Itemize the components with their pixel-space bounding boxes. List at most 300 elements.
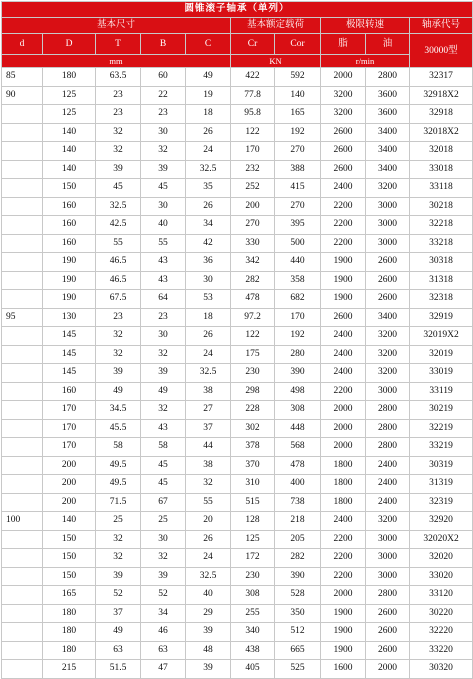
cell-C: 20 [186,512,231,531]
cell-C: 18 [186,105,231,124]
cell-cr: 125 [231,530,275,549]
cell-d [2,623,43,642]
cell-cor: 738 [275,493,321,512]
cell-T: 45.5 [96,419,141,438]
cell-d [2,364,43,383]
cell-C: 18 [186,308,231,327]
cell-T: 63.5 [96,68,141,87]
cell-T: 49 [96,382,141,401]
cell-cor: 498 [275,382,321,401]
title-row [2,2,473,18]
cell-cor: 308 [275,401,321,420]
cell-cor: 440 [275,253,321,272]
cell-cr: 172 [231,549,275,568]
cell-d [2,456,43,475]
cell-oil-speed: 2400 [366,475,410,494]
cell-cr: 370 [231,456,275,475]
cell-cor: 682 [275,290,321,309]
cell-bearing-code: 33219 [410,438,473,457]
cell-cr: 302 [231,419,275,438]
cell-C: 35 [186,179,231,198]
cell-C: 32.5 [186,364,231,383]
cell-C: 49 [186,68,231,87]
cell-grease-speed: 2400 [321,345,366,364]
cell-grease-speed: 2200 [321,197,366,216]
cell-d [2,493,43,512]
unit-row [2,55,473,68]
cell-B: 30 [141,327,186,346]
cell-B: 32 [141,345,186,364]
cell-B: 23 [141,105,186,124]
limit-speed-header: 极限转速 [321,18,410,34]
col-C-header: C [186,34,231,55]
cell-D: 165 [43,586,96,605]
cell-C: 55 [186,493,231,512]
cell-d [2,105,43,124]
bearing-code-header: 轴承代号 [410,18,473,34]
cell-C: 39 [186,660,231,679]
cell-grease-speed: 2000 [321,419,366,438]
cell-C: 24 [186,549,231,568]
cell-oil-speed: 3000 [366,382,410,401]
cell-bearing-code: 31318 [410,271,473,290]
cell-cor: 500 [275,234,321,253]
cell-D: 160 [43,382,96,401]
cell-cor: 525 [275,660,321,679]
cell-bearing-code: 32018X2 [410,123,473,142]
cell-d [2,142,43,161]
cell-T: 67.5 [96,290,141,309]
cell-oil-speed: 2800 [366,68,410,87]
cell-D: 125 [43,86,96,105]
cell-d [2,216,43,235]
cell-cor: 192 [275,327,321,346]
cell-oil-speed: 3600 [366,86,410,105]
cell-T: 71.5 [96,493,141,512]
cell-cr: 308 [231,586,275,605]
cell-D: 190 [43,253,96,272]
cell-B: 30 [141,197,186,216]
cell-d: 90 [2,86,43,105]
cell-D: 125 [43,105,96,124]
cell-D: 150 [43,530,96,549]
cell-bearing-code: 33120 [410,586,473,605]
cell-B: 55 [141,234,186,253]
cell-oil-speed: 3200 [366,512,410,531]
cell-oil-speed: 3200 [366,327,410,346]
cell-bearing-code: 32920 [410,512,473,531]
cell-T: 39 [96,567,141,586]
cell-B: 30 [141,530,186,549]
cell-cr: 95.8 [231,105,275,124]
cell-T: 32 [96,123,141,142]
cell-C: 24 [186,142,231,161]
cell-d [2,327,43,346]
cell-cor: 512 [275,623,321,642]
cell-oil-speed: 2400 [366,493,410,512]
cell-C: 26 [186,123,231,142]
cell-oil-speed: 3000 [366,549,410,568]
cell-C: 29 [186,604,231,623]
table-row [2,234,473,253]
cell-bearing-code: 31319 [410,475,473,494]
cell-D: 130 [43,308,96,327]
col-T-header: T [96,34,141,55]
col-oil-header: 油 [366,34,410,55]
cell-C: 26 [186,530,231,549]
cell-B: 45 [141,475,186,494]
cell-d [2,345,43,364]
cell-grease-speed: 1900 [321,253,366,272]
table-row [2,345,473,364]
cell-grease-speed: 1800 [321,475,366,494]
cell-bearing-code: 30219 [410,401,473,420]
table-row [2,142,473,161]
cell-B: 43 [141,271,186,290]
cell-grease-speed: 1600 [321,660,366,679]
cell-cr: 298 [231,382,275,401]
table-row [2,253,473,272]
table-row [2,382,473,401]
cell-bearing-code: 33218 [410,234,473,253]
table-row [2,475,473,494]
col-B-header: B [141,34,186,55]
cell-bearing-code: 32919 [410,308,473,327]
table-row [2,419,473,438]
cell-grease-speed: 2200 [321,216,366,235]
cell-cr: 270 [231,216,275,235]
cell-grease-speed: 2400 [321,512,366,531]
cell-C: 39 [186,623,231,642]
cell-T: 49.5 [96,456,141,475]
cell-D: 170 [43,401,96,420]
cell-oil-speed: 2600 [366,271,410,290]
cell-grease-speed: 2000 [321,438,366,457]
cell-D: 150 [43,549,96,568]
cell-T: 23 [96,86,141,105]
cell-D: 160 [43,234,96,253]
cell-bearing-code: 33119 [410,382,473,401]
cell-T: 58 [96,438,141,457]
basic-load-header: 基本额定载荷 [231,18,321,34]
cell-B: 32 [141,401,186,420]
cell-cor: 282 [275,549,321,568]
cell-cor: 280 [275,345,321,364]
cell-T: 32.5 [96,197,141,216]
cell-B: 32 [141,549,186,568]
cell-cr: 405 [231,660,275,679]
col-d-header: d [2,34,43,55]
table-row [2,327,473,346]
cell-C: 44 [186,438,231,457]
cell-oil-speed: 2800 [366,438,410,457]
cell-d: 100 [2,512,43,531]
cell-bearing-code: 33018 [410,160,473,179]
cell-B: 64 [141,290,186,309]
table-row [2,660,473,679]
cell-oil-speed: 3200 [366,345,410,364]
cell-cr: 97.2 [231,308,275,327]
cell-oil-speed: 3600 [366,105,410,124]
cell-D: 200 [43,475,96,494]
cell-grease-speed: 1800 [321,456,366,475]
table-row [2,105,473,124]
table-row [2,530,473,549]
cell-bearing-code: 32318 [410,290,473,309]
column-header-row [2,34,473,55]
table-row [2,401,473,420]
cell-oil-speed: 3400 [366,142,410,161]
cell-D: 180 [43,623,96,642]
cell-bearing-code: 32319 [410,493,473,512]
cell-C: 38 [186,382,231,401]
cell-cor: 528 [275,586,321,605]
cell-cr: 438 [231,641,275,660]
cell-cor: 388 [275,160,321,179]
cell-d [2,660,43,679]
cell-oil-speed: 3200 [366,179,410,198]
table-row [2,456,473,475]
table-row [2,438,473,457]
cell-cor: 350 [275,604,321,623]
cell-grease-speed: 2400 [321,364,366,383]
cell-bearing-code: 30220 [410,604,473,623]
cell-oil-speed: 2800 [366,586,410,605]
table-row [2,308,473,327]
table-row [2,493,473,512]
cell-d [2,530,43,549]
cell-D: 145 [43,364,96,383]
cell-C: 26 [186,327,231,346]
cell-bearing-code: 30218 [410,197,473,216]
cell-grease-speed: 2200 [321,234,366,253]
cell-bearing-code: 32918 [410,105,473,124]
cell-B: 49 [141,382,186,401]
cell-B: 40 [141,216,186,235]
table-row [2,364,473,383]
cell-C: 34 [186,216,231,235]
cell-cr: 232 [231,160,275,179]
cell-T: 32 [96,345,141,364]
cell-bearing-code: 33220 [410,641,473,660]
cell-d [2,234,43,253]
cell-cor: 448 [275,419,321,438]
cell-D: 200 [43,456,96,475]
cell-C: 24 [186,345,231,364]
cell-d: 95 [2,308,43,327]
cell-D: 150 [43,567,96,586]
cell-d [2,197,43,216]
cell-oil-speed: 2600 [366,253,410,272]
cell-T: 23 [96,308,141,327]
cell-B: 22 [141,86,186,105]
cell-oil-speed: 3400 [366,123,410,142]
cell-bearing-code: 33020 [410,567,473,586]
table-header [2,2,473,68]
table-row [2,123,473,142]
cell-B: 45 [141,456,186,475]
cell-T: 49 [96,623,141,642]
table-row [2,549,473,568]
cell-C: 32.5 [186,160,231,179]
cell-cor: 568 [275,438,321,457]
cell-D: 160 [43,216,96,235]
table-row [2,586,473,605]
cell-grease-speed: 2200 [321,549,366,568]
cell-bearing-code: 32220 [410,623,473,642]
cell-T: 32 [96,142,141,161]
cell-oil-speed: 2600 [366,604,410,623]
table-row [2,271,473,290]
cell-B: 47 [141,660,186,679]
cell-D: 180 [43,604,96,623]
cell-C: 48 [186,641,231,660]
cell-cr: 378 [231,438,275,457]
cell-T: 49.5 [96,475,141,494]
cell-D: 180 [43,68,96,87]
cell-d [2,549,43,568]
cell-D: 170 [43,419,96,438]
cell-B: 60 [141,68,186,87]
cell-cor: 218 [275,512,321,531]
cell-grease-speed: 1900 [321,271,366,290]
cell-grease-speed: 1900 [321,641,366,660]
cell-bearing-code: 32019X2 [410,327,473,346]
cell-oil-speed: 3200 [366,364,410,383]
cell-cr: 478 [231,290,275,309]
cell-cr: 252 [231,179,275,198]
cell-B: 34 [141,604,186,623]
cell-oil-speed: 2400 [366,456,410,475]
table-title: 圆锥滚子轴承（单列） [2,2,473,18]
cell-cr: 230 [231,567,275,586]
cell-B: 46 [141,623,186,642]
col-grease-header: 脂 [321,34,366,55]
cell-T: 42.5 [96,216,141,235]
cell-cor: 400 [275,475,321,494]
table-row [2,179,473,198]
cell-D: 140 [43,123,96,142]
table-row [2,623,473,642]
cell-grease-speed: 1800 [321,493,366,512]
cell-cr: 282 [231,271,275,290]
cell-grease-speed: 2000 [321,401,366,420]
cell-cor: 165 [275,105,321,124]
cell-C: 36 [186,253,231,272]
cell-cor: 140 [275,86,321,105]
cell-C: 40 [186,586,231,605]
cell-oil-speed: 3400 [366,308,410,327]
cell-grease-speed: 3200 [321,86,366,105]
cell-D: 190 [43,290,96,309]
cell-C: 32.5 [186,567,231,586]
cell-cr: 255 [231,604,275,623]
cell-D: 140 [43,160,96,179]
cell-d: 85 [2,68,43,87]
cell-B: 30 [141,123,186,142]
cell-oil-speed: 2600 [366,290,410,309]
cell-d [2,382,43,401]
cell-grease-speed: 2600 [321,308,366,327]
table-row [2,68,473,87]
cell-T: 32 [96,549,141,568]
cell-oil-speed: 2000 [366,660,410,679]
cell-d [2,475,43,494]
table-body [2,68,473,679]
cell-oil-speed: 3000 [366,567,410,586]
cell-cor: 390 [275,567,321,586]
cell-grease-speed: 2200 [321,567,366,586]
cell-cr: 170 [231,142,275,161]
table-row [2,197,473,216]
cell-B: 52 [141,586,186,605]
cell-bearing-code: 32020X2 [410,530,473,549]
cell-T: 34.5 [96,401,141,420]
cell-T: 45 [96,179,141,198]
cell-oil-speed: 3000 [366,216,410,235]
cell-cr: 228 [231,401,275,420]
cell-cor: 390 [275,364,321,383]
cell-C: 53 [186,290,231,309]
cell-bearing-code: 32918X2 [410,86,473,105]
cell-d [2,253,43,272]
cell-d [2,290,43,309]
cell-D: 215 [43,660,96,679]
table-row [2,290,473,309]
cell-T: 55 [96,234,141,253]
cell-grease-speed: 2600 [321,160,366,179]
cell-C: 37 [186,419,231,438]
col-series-header: 30000型 [410,34,473,68]
cell-T: 32 [96,327,141,346]
col-cr-header: Cr [231,34,275,55]
basic-dims-header: 基本尺寸 [2,18,231,34]
cell-C: 32 [186,475,231,494]
cell-T: 32 [96,530,141,549]
cell-T: 37 [96,604,141,623]
cell-bearing-code: 32219 [410,419,473,438]
cell-d [2,271,43,290]
cell-cor: 592 [275,68,321,87]
cell-C: 30 [186,271,231,290]
cell-d [2,438,43,457]
cell-cr: 310 [231,475,275,494]
cell-cr: 342 [231,253,275,272]
cell-grease-speed: 2000 [321,68,366,87]
cell-oil-speed: 2600 [366,641,410,660]
col-cor-header: Cor [275,34,321,55]
cell-cr: 230 [231,364,275,383]
cell-cr: 128 [231,512,275,531]
cell-cor: 415 [275,179,321,198]
cell-cor: 358 [275,271,321,290]
cell-bearing-code: 33019 [410,364,473,383]
cell-bearing-code: 30320 [410,660,473,679]
cell-B: 39 [141,364,186,383]
cell-bearing-code: 30319 [410,456,473,475]
cell-cr: 330 [231,234,275,253]
cell-cor: 170 [275,308,321,327]
cell-bearing-code: 33118 [410,179,473,198]
cell-grease-speed: 2600 [321,123,366,142]
cell-B: 39 [141,160,186,179]
unit-rpm: r/min [321,55,410,68]
unit-mm: mm [2,55,231,68]
cell-B: 23 [141,308,186,327]
cell-D: 200 [43,493,96,512]
cell-cr: 515 [231,493,275,512]
cell-cor: 270 [275,142,321,161]
